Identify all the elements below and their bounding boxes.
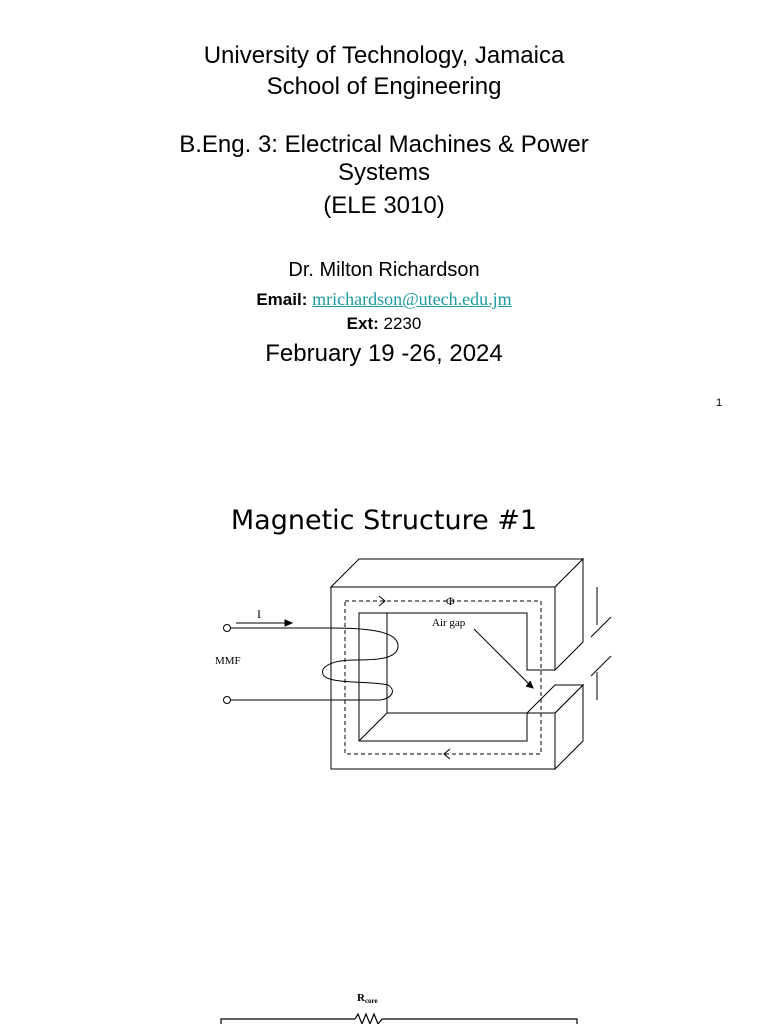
gap-slash-bottom xyxy=(591,656,611,676)
ext-label: Ext: xyxy=(346,314,379,333)
email-label: Email: xyxy=(256,290,308,309)
inner-depth-line-4 xyxy=(359,713,387,741)
course-title-line2: Systems xyxy=(337,159,430,186)
circuit-wire-top xyxy=(221,1019,355,1024)
email-link[interactable]: mrichardson@utech.edu.jm xyxy=(312,289,512,309)
resistor-label: Rcore xyxy=(357,992,378,1005)
current-arrowhead xyxy=(285,620,292,626)
school-name: School of Engineering xyxy=(266,73,502,100)
university-name: University of Technology, Jamaica xyxy=(203,42,565,69)
flux-label: Φ xyxy=(446,594,455,608)
ext-value: 2230 xyxy=(383,314,422,333)
gap-slash-top xyxy=(591,617,611,637)
core-top-face xyxy=(331,559,583,587)
air-gap-pointer xyxy=(474,629,532,687)
lecture-date: February 19 -26, 2024 xyxy=(265,340,503,367)
author-name: Dr. Milton Richardson xyxy=(288,259,480,281)
magnetic-circuit-partial xyxy=(221,1014,577,1024)
slide-title: Magnetic Structure #1 xyxy=(230,505,538,536)
air-gap-label: Air gap xyxy=(432,617,466,629)
core-resistor xyxy=(355,1014,382,1024)
page-number: 1 xyxy=(716,397,723,409)
terminal-bottom xyxy=(224,697,231,704)
circuit-wire-top-right xyxy=(382,1019,577,1024)
mmf-label: MMF xyxy=(215,655,241,667)
terminal-top xyxy=(224,625,231,632)
core-front-face xyxy=(331,587,555,769)
course-title-line1: B.Eng. 3: Electrical Machines & Power xyxy=(179,131,589,158)
current-label: I xyxy=(257,607,261,621)
course-code: (ELE 3010) xyxy=(323,192,445,219)
